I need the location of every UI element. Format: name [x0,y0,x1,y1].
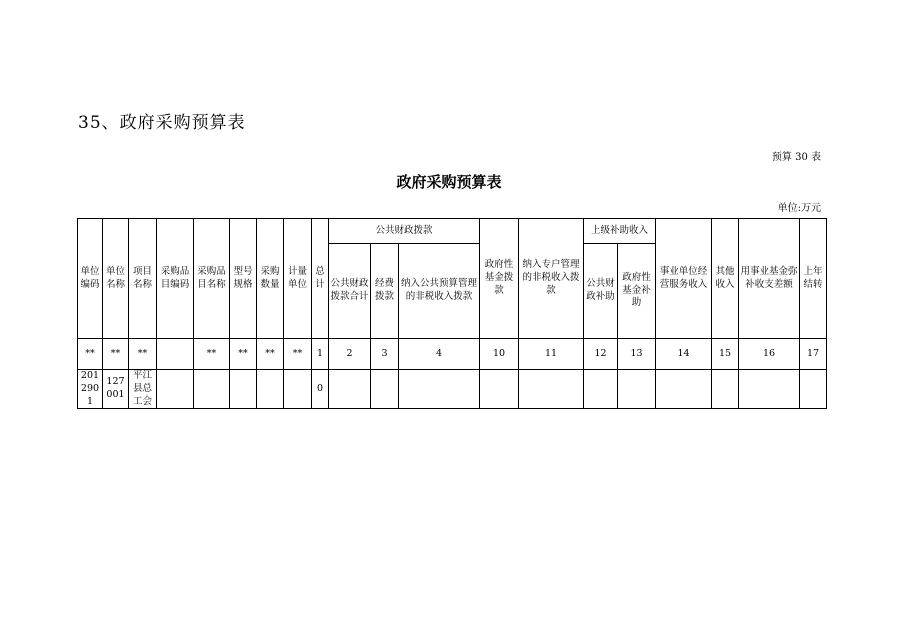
header-spec: 型号规格 [230,219,257,339]
header-fund-offset: 用事业基金弥补收支差额 [739,219,800,339]
cell-gov-fund [480,370,519,409]
header-other-income: 其他收入 [712,219,739,339]
cell-unit-name: 127001 [103,370,129,409]
cell-spec [230,370,257,409]
header-public-finance: 公共财政拨款 [329,219,480,244]
cell-item-name [194,370,230,409]
column-number-cell: 3 [371,339,399,370]
header-business-service: 事业单位经营服务收入 [656,219,712,339]
column-number-cell: 17 [800,339,827,370]
header-superior-subsidy: 上级补助收入 [584,219,656,244]
header-item-code: 采购品目编码 [157,219,194,339]
cell-operating-funds [371,370,399,409]
column-number-cell: 13 [618,339,656,370]
section-title: 35、政府采购预算表 [78,113,246,133]
form-number: 预算 30 表 [771,152,821,163]
header-non-tax-special: 纳入专户管理的非税收入拨款 [519,219,584,339]
column-number-cell: ** [257,339,284,370]
table-row [78,370,827,409]
column-number-cell: ** [194,339,230,370]
cell-project-name: 平江县总工会 [129,370,157,409]
header-gov-fund: 政府性基金拨款 [480,219,519,339]
column-number-cell: ** [230,339,257,370]
header-unit-code: 单位编码 [78,219,103,339]
cell-quantity [257,370,284,409]
cell-business-service [656,370,712,409]
header-total: 总计 [312,219,329,339]
header-carryover: 上年结转 [800,219,827,339]
cell-unit-code: 2012901 [78,370,103,409]
cell-total: 0 [312,370,329,409]
header-operating-funds: 经费拨款 [371,244,399,339]
cell-fund-offset [739,370,800,409]
column-number-cell: 15 [712,339,739,370]
column-number-cell: ** [103,339,129,370]
cell-item-code [157,370,194,409]
column-number-cell: ** [129,339,157,370]
procurement-budget-table [77,218,827,409]
cell-non-tax-in-budget [399,370,480,409]
column-number-cell [157,339,194,370]
column-number-cell: 14 [656,339,712,370]
header-non-tax-in-budget: 纳入公共预算管理的非税收入拨款 [399,244,480,339]
header-item-name: 采购品目名称 [194,219,230,339]
cell-public-finance-total [329,370,371,409]
column-number-cell: 12 [584,339,618,370]
header-measure-unit: 计量单位 [284,219,312,339]
column-number-cell: 11 [519,339,584,370]
header-quantity: 采购数量 [257,219,284,339]
column-number-row [78,339,827,370]
column-number-cell: 10 [480,339,519,370]
cell-other-income [712,370,739,409]
header-project-name: 项目名称 [129,219,157,339]
cell-carryover [800,370,827,409]
cell-measure-unit [284,370,312,409]
cell-non-tax-special [519,370,584,409]
header-unit-name: 单位名称 [103,219,129,339]
cell-public-finance-subsidy [584,370,618,409]
column-number-cell: ** [284,339,312,370]
header-public-finance-total: 公共财政拨款合计 [329,244,371,339]
column-number-cell: 16 [739,339,800,370]
header-gov-fund-subsidy: 政府性基金补助 [618,244,656,339]
column-number-cell: ** [78,339,103,370]
column-number-cell: 2 [329,339,371,370]
header-public-finance-subsidy: 公共财政补助 [584,244,618,339]
unit-label: 单位:万元 [777,203,821,214]
page-title: 政府采购预算表 [396,173,502,191]
cell-gov-fund-subsidy [618,370,656,409]
column-number-cell: 4 [399,339,480,370]
column-number-cell: 1 [312,339,329,370]
